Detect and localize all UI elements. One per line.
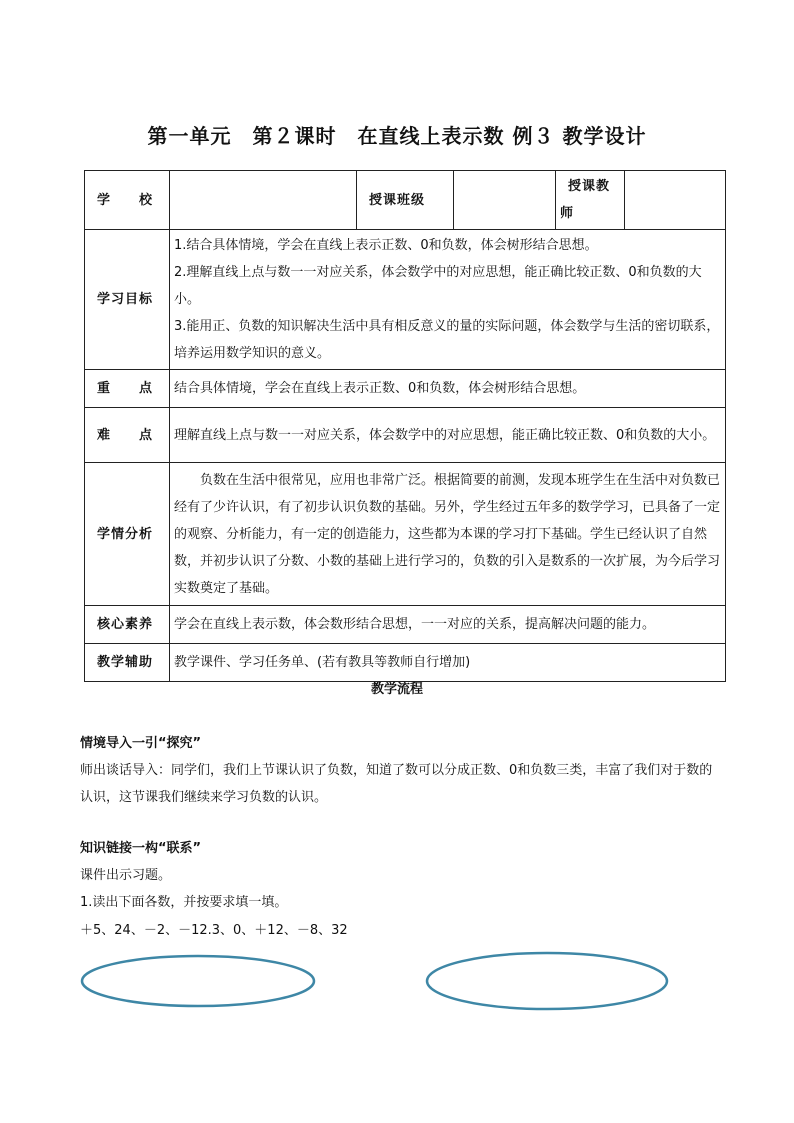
key-text: 结合具体情境，学会在直线上表示正数、0和负数，体会树形结合思想。 (174, 381, 586, 396)
class-label: 授课班级 (369, 192, 426, 208)
section1-text: 师出谈话导入：同学们，我们上节课认识了负数，知道了数可以分成正数、0和负数三类，丰富了我们对于数的认识，这节课我们继续来学习负数的认识。 (80, 763, 713, 805)
difficult-cell (170, 408, 726, 463)
school-label: 学 校 (97, 192, 154, 208)
difficult-label: 难 点 (97, 427, 154, 443)
teacher-label: 授课教师 (560, 179, 611, 221)
literacy-label-cell (85, 606, 170, 644)
aids-text: 教学课件、学习任务单、(若有教具等教师自行增加) (174, 655, 471, 670)
aids-label: 教学辅助 (97, 655, 154, 670)
difficult-text: 理解直线上点与数一一对应关系，体会数学中的对应思想，能正确比较正数、0和负数的大小。 (174, 427, 716, 443)
section2-line2: 1.读出下面各数，并按要求填一填。 (80, 895, 288, 910)
objectives-row (85, 230, 726, 370)
flow-title: 教学流程 (370, 682, 423, 697)
objective-item: 1.结合具体情境，学会在直线上表示正数、0和负数，体会树形结合思想。 (174, 238, 598, 253)
ellipse-shape (82, 956, 314, 1006)
answer-ellipse-left (80, 953, 320, 1009)
teacher-label-cell (556, 171, 625, 230)
key-row (85, 370, 726, 408)
teacher-value-cell (625, 171, 726, 230)
aids-label-cell (85, 644, 170, 682)
class-value-cell (454, 171, 556, 230)
objectives-label-cell (85, 230, 170, 370)
school-value-cell (170, 171, 357, 230)
key-cell (170, 370, 726, 408)
analysis-label-cell (85, 463, 170, 606)
difficult-label-cell (85, 408, 170, 463)
literacy-text: 学会在直线上表示数，体会数形结合思想，一一对应的关系，提高解决问题的能力。 (174, 617, 656, 632)
answer-ellipse-right (424, 951, 674, 1013)
ellipse-shape (427, 953, 667, 1009)
literacy-row (85, 606, 726, 644)
section2-line1: 课件出示习题。 (80, 868, 172, 883)
analysis-label: 学情分析 (97, 526, 154, 542)
aids-cell (170, 644, 726, 682)
objectives-cell (170, 230, 726, 370)
literacy-label: 核心素养 (97, 617, 154, 632)
difficult-row (85, 408, 726, 463)
analysis-text: 负数在生活中很常见，应用也非常广泛。根据简要的前测，发现本班学生在生活中对负数已经有了少许认识，有了初步认识负数的基础。另外，学生经过五年多的数学学习，已具备了一定的观察、分析能力，有一定的创造能力，这些都为本课的学习打下基础。学生已经认识了自然数，并初步认识了分数、小数的基础上进行学习的，负数的引入是数系的一次扩展，为今后学习实数奠定了基础。 (174, 472, 721, 596)
section2-heading: 知识链接一构“联系” (80, 841, 202, 856)
section1-heading: 情境导入一引“探究” (80, 736, 202, 751)
objective-item: 2.理解直线上点与数一一对应关系，体会数学中的对应思想，能正确比较正数、0和负数的大小。 (174, 265, 702, 307)
numbers-line: ＋5、24、－2、－12.3、0、＋12、－8、32 (80, 923, 348, 938)
key-label-cell (85, 370, 170, 408)
page-title: 第一单元 第２课时 在直线上表示数 例３ 教学设计 (147, 124, 647, 148)
school-label-cell (85, 171, 170, 230)
objective-item: 3.能用正、负数的知识解决生活中具有相反意义的量的实际问题，体会数学与生活的密切联系，培养运用数学知识的意义。 (174, 319, 720, 361)
objectives-label: 学习目标 (97, 292, 154, 307)
class-label-cell (357, 171, 454, 230)
key-label: 重 点 (97, 381, 154, 396)
literacy-cell (170, 606, 726, 644)
school-row (85, 171, 726, 230)
analysis-cell (170, 463, 726, 606)
aids-row (85, 644, 726, 682)
analysis-row (85, 463, 726, 606)
lesson-info-table (84, 170, 726, 682)
